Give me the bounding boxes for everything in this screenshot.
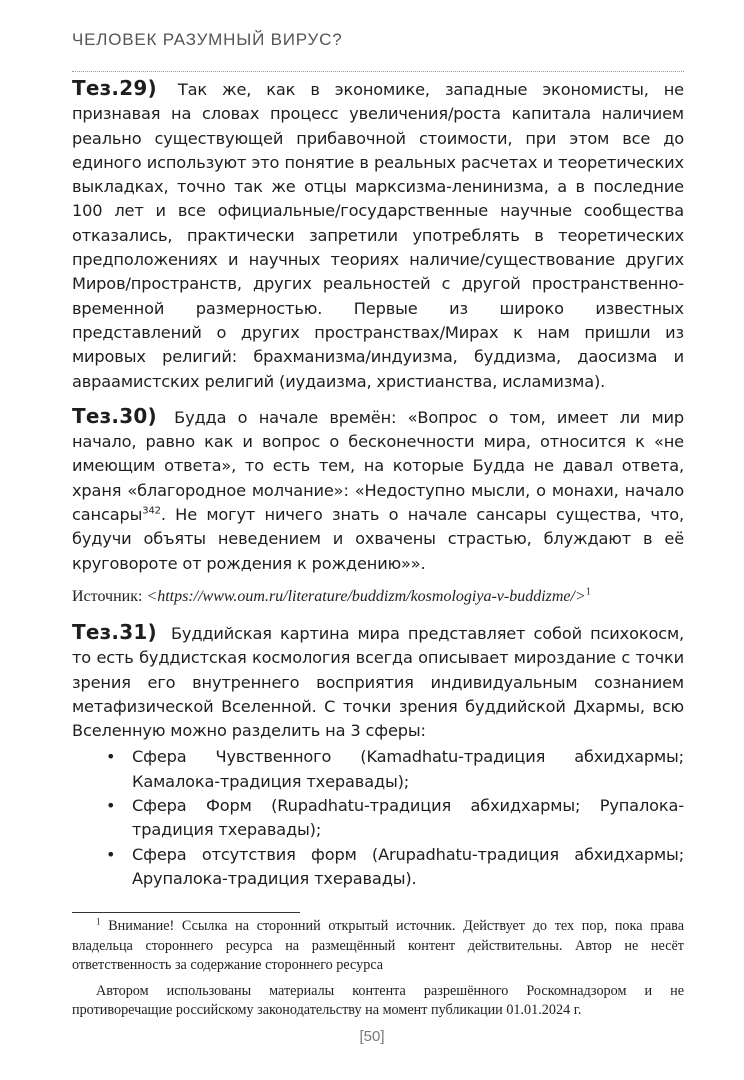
footnote-text: Автором использованы материалы контента разрешённого Роскомнадзором и не противоречащие российскому законодательству на момент публикации 01.01.2024 г. (72, 982, 684, 1019)
thesis-text: Так же, как в экономике, западные экономисты, не признавая на словах процесс увеличения/роста капитала наличием реально существующей прибавочной стоимости, при этом все до единого используют это понятие в реальных расчетах и теоретических выкладках, точно так же отцы марксизма-ленинизма, а в последние 100 лет и все официальные/государственные научные сообщества отказались, практически запретили употреблять в теоретических предположениях и научных теориях наличие/существование других Миров/пространств, других реальностей с другой пространственно-временной размерностью. Первые из широко известных представлений о других пространствах/Мирах к нам пришли из мировых религий: брахманизма/индуизма, буддизма, даосизма и авраамистских религий (иудаизма, христианства, исламизма). (72, 80, 684, 391)
list-item-text: Сфера отсутствия форм (Arupadhatu-традиция абхидхармы; Арупалока-традиция тхеравады). (132, 844, 684, 888)
bullet-icon: • (106, 796, 116, 816)
list-item-text: Сфера Форм (Rupadhatu-традиция абхидхармы; Рупалока-традиция тхеравады); (132, 796, 684, 840)
thesis-text-continued: . Не могут ничего знать о начале сансары существа, что, будучи объяты неведением и охвачены страстью, блуждают в её круговороте от рождения к рождению»». (72, 505, 684, 573)
footnote-1 (72, 917, 684, 976)
list-item (72, 745, 684, 794)
source-line (72, 586, 684, 608)
footnote-divider (72, 912, 300, 913)
source-label: Источник: (72, 587, 143, 605)
list-item-text: Сфера Чувственного (Kamadhatu-традиция абхидхармы; Камалока-традиция тхеравады); (132, 747, 684, 791)
list-item (72, 794, 684, 843)
page-number: [50] (359, 1028, 385, 1045)
footnote-reference: 342 (142, 505, 161, 517)
bullet-icon: • (106, 747, 116, 767)
footnote-2 (72, 982, 684, 1021)
header-divider (72, 71, 684, 72)
footnotes (72, 917, 684, 1027)
thesis-label: Тез.30) (72, 403, 157, 428)
thesis-31 (72, 620, 684, 743)
thesis-text: Буддийская картина мира представляет собой психокосм, то есть буддистская космология всегда описывает мироздание с точки зрения его внутреннего восприятия индивидуальным сознанием метафизической Вселенной. С точки зрения буддийской Дхармы, всю Вселенную можно разделить на 3 сферы: (72, 623, 685, 741)
bullet-icon: • (106, 844, 116, 864)
footnote-number: 1 (96, 916, 101, 927)
running-title: ЧЕЛОВЕК РАЗУМНЫЙ ВИРУС? (72, 30, 343, 49)
footnote-reference: 1 (585, 586, 591, 598)
source-link[interactable]: <https://www.oum.ru/literature/buddizm/kosmologiya-v-buddizme/> (146, 587, 586, 605)
main-text (72, 76, 684, 891)
thesis-30 (72, 404, 684, 576)
thesis-29 (72, 76, 684, 394)
footnote-text: Внимание! Ссылка на сторонний открытый источник. Действует до тех пор, пока права владельца стороннего ресурса на размещённый контент действительны. Автор не несёт ответственность за содержание стороннего ресурса (72, 918, 684, 974)
thesis-label: Тез.29) (72, 76, 157, 100)
list-item (72, 843, 684, 892)
spheres-list (72, 745, 684, 891)
thesis-label: Тез.31) (72, 619, 157, 644)
thesis-text: Будда о начале времён: «Вопрос о том, имеет ли мир начало, равно как и вопрос о бесконечности мира, относится к «не имеющим ответа», то есть тем, на которые Будда не давал ответа, храня «благородное молчание»: «Недоступно мысли, о монахи, начало сансары (72, 407, 684, 525)
